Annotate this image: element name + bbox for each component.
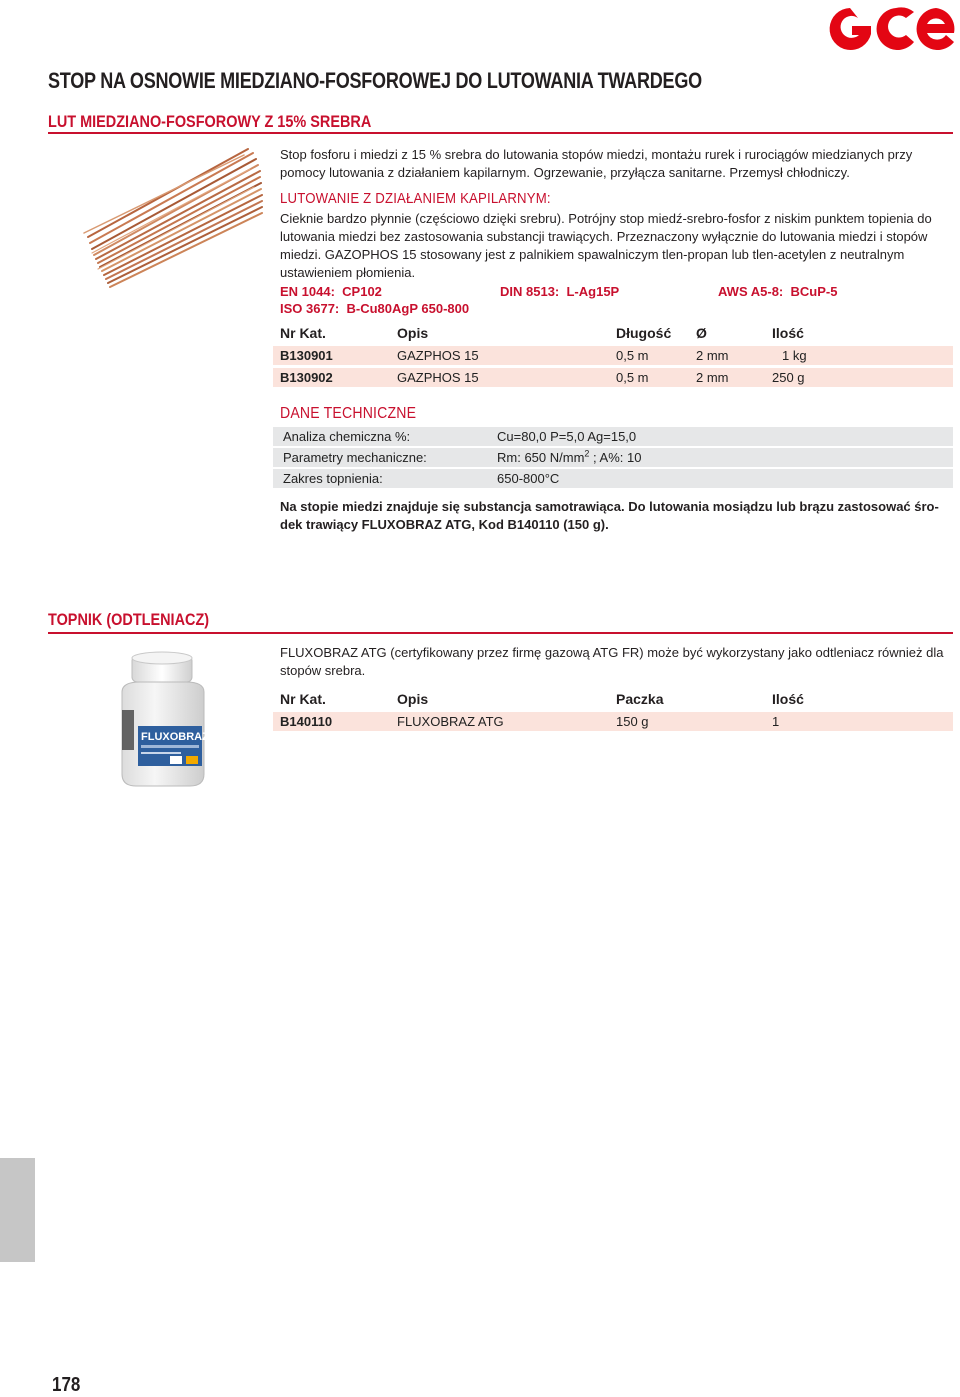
tech-row <box>273 469 953 488</box>
tech-value: 650-800°C <box>497 471 560 486</box>
description-line: ustawieniem płomienia. <box>280 265 416 280</box>
column-header: Paczka <box>616 691 664 707</box>
flux-description-line: stopów srebra. <box>280 663 366 678</box>
column-header: Ilość <box>772 325 804 341</box>
product-desc: GAZPHOS 15 <box>397 370 479 385</box>
tech-label: Parametry mechaniczne: <box>283 450 427 465</box>
page-number: 178 <box>52 1374 81 1396</box>
standard-label: AWS A5-8: <box>718 284 784 299</box>
standard-label: ISO 3677: <box>280 301 340 316</box>
catalog-number: B130902 <box>280 370 333 385</box>
section-divider <box>48 632 953 634</box>
tech-value-main: Rm: 650 N/mm <box>497 450 585 465</box>
tech-row <box>273 427 953 446</box>
flux-table-header <box>280 691 953 711</box>
column-header: Długość <box>616 325 672 341</box>
product-diameter: 2 mm <box>696 348 729 363</box>
product-table-header <box>280 325 953 345</box>
standard-value: CP102 <box>342 284 382 299</box>
section-subtitle: LUT MIEDZIANO-FOSFOROWY Z 15% SREBRA <box>48 112 372 131</box>
column-header: Opis <box>397 325 429 341</box>
column-header: Opis <box>397 691 429 707</box>
product-package: 150 g <box>616 714 649 729</box>
flux-description-line: FLUXOBRAZ ATG (certyfikowany przez firmę gazową ATG FR) może być wykorzystany jako odtleniacz również dla <box>280 645 944 660</box>
intro-line: Stop fosforu i miedzi z 15 % srebra do lutowania stopów miedzi, montażu rurek i rurociągów miedzianych przy <box>280 147 913 162</box>
intro-text <box>280 146 960 182</box>
table-row <box>273 368 953 387</box>
tech-value-rest: ; A%: 10 <box>589 450 642 465</box>
tech-value: Cu=80,0 P=5,0 Ag=15,0 <box>497 429 637 444</box>
standard-en <box>280 283 382 301</box>
product-length: 0,5 m <box>616 370 649 385</box>
product-desc: FLUXOBRAZ ATG <box>397 714 504 729</box>
note-line: dek trawiący FLUXOBRAZ ATG, Kod B140110 (150 g). <box>280 517 609 532</box>
gce-logo <box>826 4 956 54</box>
section-divider <box>48 132 953 134</box>
standard-aws <box>718 283 837 301</box>
column-header: Nr Kat. <box>280 325 326 341</box>
table-row <box>273 346 953 365</box>
standard-value: L-Ag15P <box>566 284 620 299</box>
capillary-subheading: LUTOWANIE Z DZIAŁANIEM KAPILARNYM: <box>280 190 551 207</box>
tech-label: Zakres topnienia: <box>283 471 383 486</box>
page-title: STOP NA OSNOWIE MIEDZIANO-FOSFOROWEJ DO LUTOWANIA TWARDEGO <box>48 68 702 93</box>
standard-value: B-Cu80AgP 650-800 <box>346 301 470 316</box>
column-header: Ø <box>696 325 707 341</box>
description-line: Cieknie bardzo płynnie (częściowo dzięki srebru). Potrójny stop miedź-srebro-fosfor z niskim punktem topienia do <box>280 211 932 226</box>
flux-description <box>280 644 960 680</box>
usage-note <box>280 498 955 534</box>
standard-label: DIN 8513: <box>500 284 560 299</box>
tech-value <box>497 448 641 467</box>
flux-jar-image <box>100 648 220 790</box>
standard-label: EN 1044: <box>280 284 335 299</box>
product-diameter: 2 mm <box>696 370 729 385</box>
standard-value: BCuP-5 <box>790 284 838 299</box>
table-row <box>273 712 953 731</box>
description-line: lutowania miedzi bez zastosowania substancji trawiących. Przeznaczony wyłącznie do lutowania miedzi i stopów <box>280 229 928 244</box>
tech-data-title: DANE TECHNICZNE <box>280 405 417 422</box>
standard-din <box>500 283 619 301</box>
column-header: Nr Kat. <box>280 691 326 707</box>
product-length: 0,5 m <box>616 348 649 363</box>
standard-iso <box>280 300 469 318</box>
column-header: Ilość <box>772 691 804 707</box>
product-quantity: 250 g <box>772 370 805 385</box>
catalog-number: B130901 <box>280 348 333 363</box>
tech-value-sup: 2 <box>584 448 590 459</box>
flux-section-title: TOPNIK (ODTLENIACZ) <box>48 610 210 629</box>
flux-label-text: FLUXOBRAZ <box>141 731 209 743</box>
brazing-rods-image <box>48 145 263 295</box>
tech-row <box>273 448 953 467</box>
description-text <box>280 210 960 282</box>
product-quantity: 1 kg <box>782 348 807 363</box>
side-tab <box>0 1158 35 1262</box>
tech-label: Analiza chemiczna %: <box>283 429 411 444</box>
description-line: miedzi. GAZOPHOS 15 stosowany jest z palnikiem spawalniczym tlen-propan lub tlen-acetylen z neutralnym <box>280 247 905 262</box>
product-desc: GAZPHOS 15 <box>397 348 479 363</box>
note-line: Na stopie miedzi znajduje się substancja samotrawiąca. Do lutowania mosiądzu lub brązu zastosować śro- <box>280 499 939 514</box>
intro-line: pomocy lutowania z działaniem kapilarnym. Ogrzewanie, przyłącza sanitarne. Przemysł chłodniczy. <box>280 165 850 180</box>
product-quantity: 1 <box>772 714 780 729</box>
catalog-number: B140110 <box>280 714 333 729</box>
